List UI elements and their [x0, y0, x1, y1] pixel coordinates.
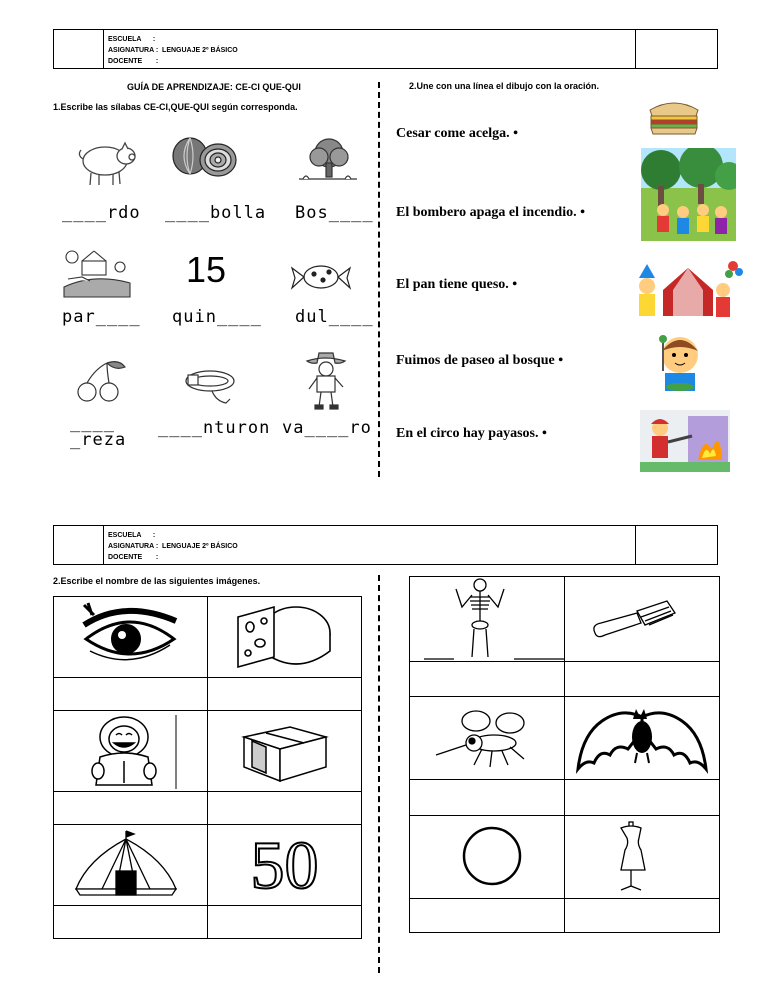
brush-cell: [565, 577, 720, 662]
answer-cell-cheese[interactable]: [208, 678, 362, 711]
naming-table-left: [53, 596, 362, 939]
park-icon: [62, 247, 132, 299]
circus-tent-icon: [54, 825, 207, 905]
header-cell-left-2: [54, 526, 104, 564]
answer-cell-circle[interactable]: [410, 899, 565, 933]
number-15-text: 15: [186, 249, 227, 290]
mannequin-icon: [565, 816, 719, 898]
asignatura-label: ASIGNATURA : LENGUAJE 2º BÁSICO: [108, 47, 238, 54]
answer-cell-mosquito[interactable]: [410, 780, 565, 816]
cherry-icon: [75, 360, 130, 405]
docente-label-2: DOCENTE :: [108, 554, 159, 561]
box-icon: [208, 711, 361, 791]
sentence-2: El bombero apaga el incendio. •: [396, 205, 585, 220]
syllable-word-5: quin____: [172, 307, 262, 327]
eskimo-cell: [54, 711, 208, 792]
bat-cell: [565, 697, 720, 780]
candy-icon: [290, 257, 352, 297]
header-box-bottom: [53, 525, 718, 565]
syllable-word-7: ____ _reza: [70, 413, 127, 450]
pig-icon: [75, 133, 137, 188]
number-15-icon: [186, 249, 226, 291]
bat-icon: [565, 697, 719, 779]
docente-label: DOCENTE :: [108, 58, 159, 65]
belt-icon: [182, 363, 240, 408]
skeleton-icon: [410, 577, 564, 661]
number-50-icon: 50: [250, 827, 319, 903]
header-fields-2: [108, 530, 238, 563]
answer-cell-50[interactable]: [208, 906, 362, 939]
header-cell-left: [54, 30, 104, 68]
eye-cell: [54, 597, 208, 678]
answer-cell-mannequin[interactable]: [565, 899, 720, 933]
syllable-word-8: ____nturon: [158, 418, 271, 438]
escuela-label: ESCUELA :: [108, 36, 156, 43]
cheese-cell: [208, 597, 362, 678]
answer-cell-eskimo[interactable]: [54, 792, 208, 825]
syllable-word-6: dul____: [295, 307, 374, 327]
number-50-cell: [208, 825, 362, 906]
guide-title: GUÍA DE APRENDIZAJE: CE-CI QUE-QUI: [127, 82, 301, 92]
answer-cell-tent[interactable]: [54, 906, 208, 939]
dashed-divider-bottom: [378, 575, 380, 973]
tree-icon: [297, 135, 359, 185]
answer-cell-eye[interactable]: [54, 678, 208, 711]
mannequin-cell: [565, 816, 720, 899]
header-cell-right: [635, 30, 717, 68]
header-cell-right-2: [635, 526, 717, 564]
syllable-word-9: va____ro: [282, 418, 372, 438]
dashed-divider-top: [378, 82, 380, 477]
instruction-2: 2.Une con una línea el dibujo con la oración.: [409, 81, 600, 91]
eskimo-icon: [54, 711, 207, 791]
syllable-word-3: Bos____: [295, 203, 374, 223]
answer-cell-bat[interactable]: [565, 780, 720, 816]
sentence-3: El pan tiene queso. •: [396, 277, 518, 292]
asignatura-label-2: ASIGNATURA : LENGUAJE 2º BÁSICO: [108, 543, 238, 550]
brush-icon: [565, 577, 719, 661]
naming-table-right: [409, 576, 720, 933]
syllable-word-2: ____bolla: [165, 203, 267, 223]
header-fields: [108, 34, 238, 67]
instruction-3: 2.Escribe el nombre de las siguientes imágenes.: [53, 576, 261, 586]
escuela-label-2: ESCUELA :: [108, 532, 156, 539]
header-box-top: [53, 29, 718, 69]
answer-cell-skeleton[interactable]: [410, 662, 565, 697]
answer-cell-box[interactable]: [208, 792, 362, 825]
mosquito-cell: [410, 697, 565, 780]
eye-icon: [54, 597, 207, 677]
sandwich-icon: [648, 98, 700, 136]
onion-icon: [170, 130, 240, 180]
cheese-icon: [208, 597, 361, 677]
firefighter-icon: [640, 410, 730, 472]
box-cell: [208, 711, 362, 792]
circus-clowns-icon: [633, 256, 743, 324]
skeleton-cell: [410, 577, 565, 662]
syllable-word-1: ____rdo: [62, 203, 141, 223]
circle-cell: [410, 816, 565, 899]
sentence-5: En el circo hay payasos. •: [396, 426, 547, 441]
sentence-4: Fuimos de paseo al bosque •: [396, 353, 564, 368]
forest-kids-icon: [641, 148, 736, 241]
circle-icon: [410, 816, 564, 898]
boy-eating-icon: [655, 331, 705, 395]
cowboy-icon: [303, 347, 349, 411]
mosquito-icon: [410, 697, 564, 779]
circus-tent-cell: [54, 825, 208, 906]
sentence-1: Cesar come acelga. •: [396, 126, 519, 141]
syllable-word-4: par____: [62, 307, 141, 327]
instruction-1: 1.Escribe las sílabas CE-CI,QUE-QUI según corresponda.: [53, 102, 298, 112]
answer-cell-brush[interactable]: [565, 662, 720, 697]
